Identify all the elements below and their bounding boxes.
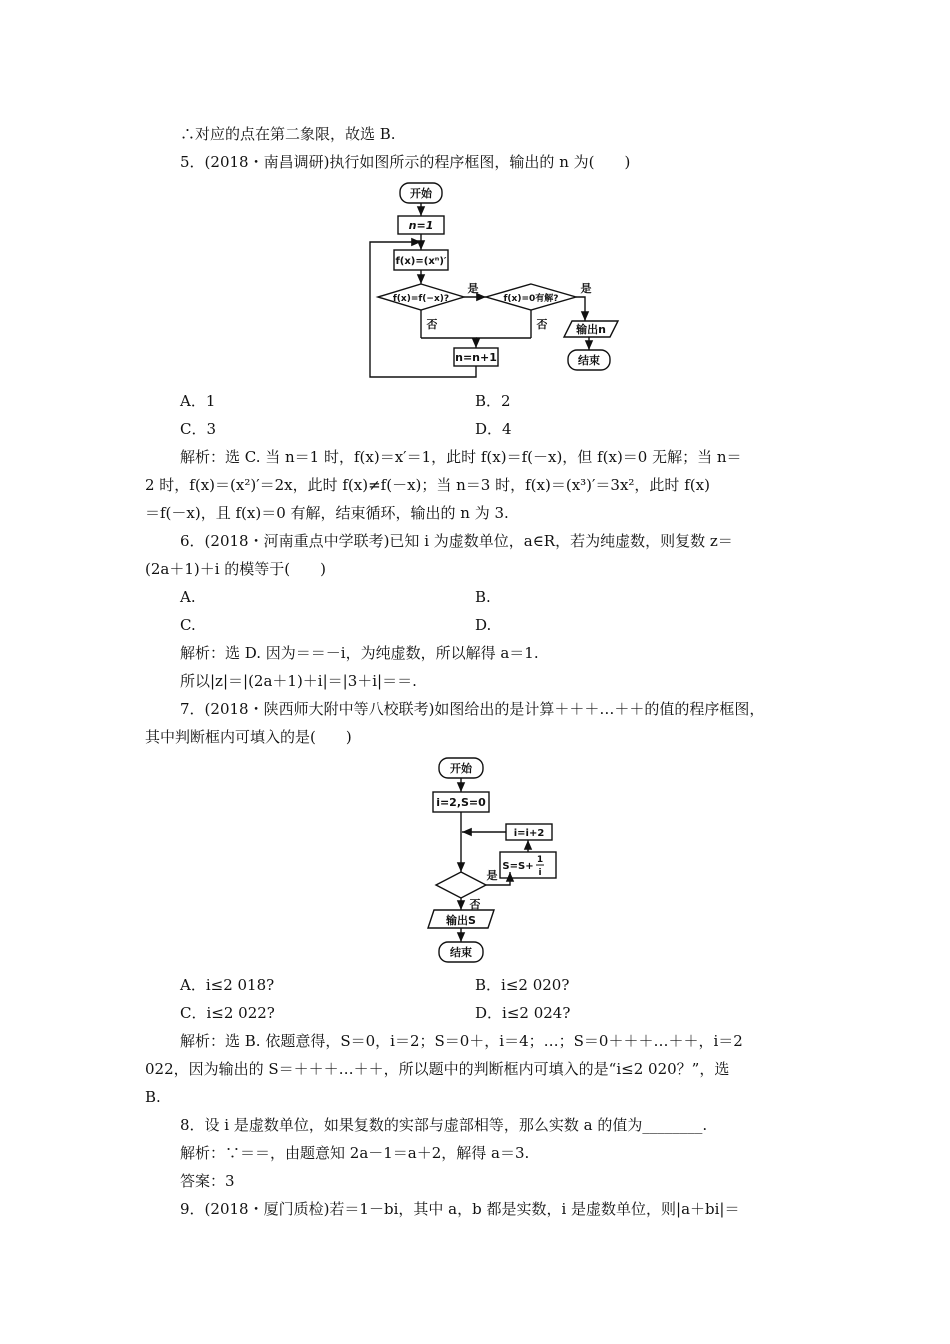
flowchart-q5 (360, 178, 640, 383)
update-i-label: i=i+2 (513, 828, 545, 839)
start-label: 开始 (450, 762, 472, 775)
option-a: A．i≤2 018? (180, 976, 275, 994)
cond2-label: f(x)=0有解? (503, 294, 559, 304)
option-b: B．i≤2 020? (475, 976, 570, 994)
init-label: n=1 (408, 219, 434, 232)
no-label-1: 否 (426, 318, 438, 331)
fraction-numerator: 1 (536, 855, 544, 865)
start-label: 开始 (410, 187, 432, 200)
question-8: 8．设 i 是虚数单位，如果复数的实部与虚部相等，那么实数 a 的值为________. (180, 1116, 708, 1134)
option-d: D. (475, 616, 492, 634)
solution-5-line-3: ＝f(－x)，且 f(x)＝0 有解，结束循环，输出的 n 为 3. (145, 504, 509, 522)
no-label-2: 否 (536, 318, 548, 331)
option-a: A．1 (180, 392, 216, 410)
update-s-label: S=S+ (502, 861, 534, 872)
option-c: C．3 (180, 420, 217, 438)
decision-diamond (436, 872, 486, 898)
init-label: i=2,S=0 (436, 796, 486, 809)
flowchart-q7 (420, 752, 580, 967)
text-line: ∴对应的点在第二象限，故选 B. (180, 125, 396, 143)
option-d: D．i≤2 024? (475, 1004, 571, 1022)
option-d: D．4 (475, 420, 512, 438)
question-7-cont: 其中判断框内可填入的是( ) (145, 728, 352, 746)
option-b: B. (475, 588, 491, 606)
option-a: A. (180, 588, 196, 606)
question-6: 6．(2018・河南重点中学联考)已知 i 为虚数单位，a∈R，若为纯虚数，则复数 z＝ (180, 532, 733, 550)
question-5: 5．(2018・南昌调研)执行如图所示的程序框图，输出的 n 为( ) (180, 153, 631, 171)
question-9: 9．(2018・厦门质检)若＝1－bi，其中 a，b 都是实数，i 是虚数单位，则|a＋bi|＝ (180, 1200, 740, 1218)
solution-6-line-2: 所以|z|＝|(2a＋1)＋i|＝|3＋i|＝＝. (180, 672, 417, 690)
question-7: 7．(2018・陕西师大附中等八校联考)如图给出的是计算＋＋＋…＋＋的值的程序框图， (180, 700, 765, 718)
solution-5-line-1: 解析：选 C. 当 n＝1 时，f(x)＝x′＝1，此时 f(x)＝f(－x)，但 f(x)＝0 无解；当 n＝ (180, 448, 742, 466)
solution-7-line-1: 解析：选 B. 依题意得，S＝0，i＝2；S＝0＋，i＝4；…；S＝0＋＋＋…＋＋，i＝2 (180, 1032, 743, 1050)
fraction-denominator: i (538, 868, 542, 878)
cond1-label: f(x)=f(−x)? (392, 294, 450, 304)
end-label: 结束 (578, 354, 600, 367)
yes-label-2: 是 (580, 282, 592, 295)
no-label: 否 (469, 898, 481, 911)
solution-6-line-1: 解析：选 D. 因为＝＝－i，为纯虚数，所以解得 a＝1. (180, 644, 539, 662)
yes-label-1: 是 (467, 282, 479, 295)
end-label: 结束 (450, 946, 472, 959)
output-label: 输出S (446, 914, 476, 927)
solution-8: 解析：∵＝＝，由题意知 2a－1＝a＋2，解得 a＝3. (180, 1144, 530, 1162)
answer-8: 答案：3 (180, 1172, 235, 1190)
solution-7-line-3: B. (145, 1088, 161, 1106)
output-label: 输出n (576, 323, 606, 336)
solution-5-line-2: 2 时，f(x)＝(x²)′＝2x，此时 f(x)≠f(－x)；当 n＝3 时，f(x)＝(x³)′＝3x²，此时 f(x) (145, 476, 710, 494)
yes-label: 是 (486, 869, 498, 882)
solution-7-line-2: 022，因为输出的 S＝＋＋＋…＋＋，所以题中的判断框内可填入的是“i≤2 020？”，选 (145, 1060, 730, 1078)
question-6-cont: (2a＋1)＋i 的模等于( ) (145, 560, 327, 578)
update-label: n=n+1 (455, 351, 497, 364)
func-label: f(x)=(xⁿ)′ (395, 256, 447, 267)
option-b: B．2 (475, 392, 511, 410)
option-c: C．i≤2 022? (180, 1004, 275, 1022)
option-c: C. (180, 616, 196, 634)
